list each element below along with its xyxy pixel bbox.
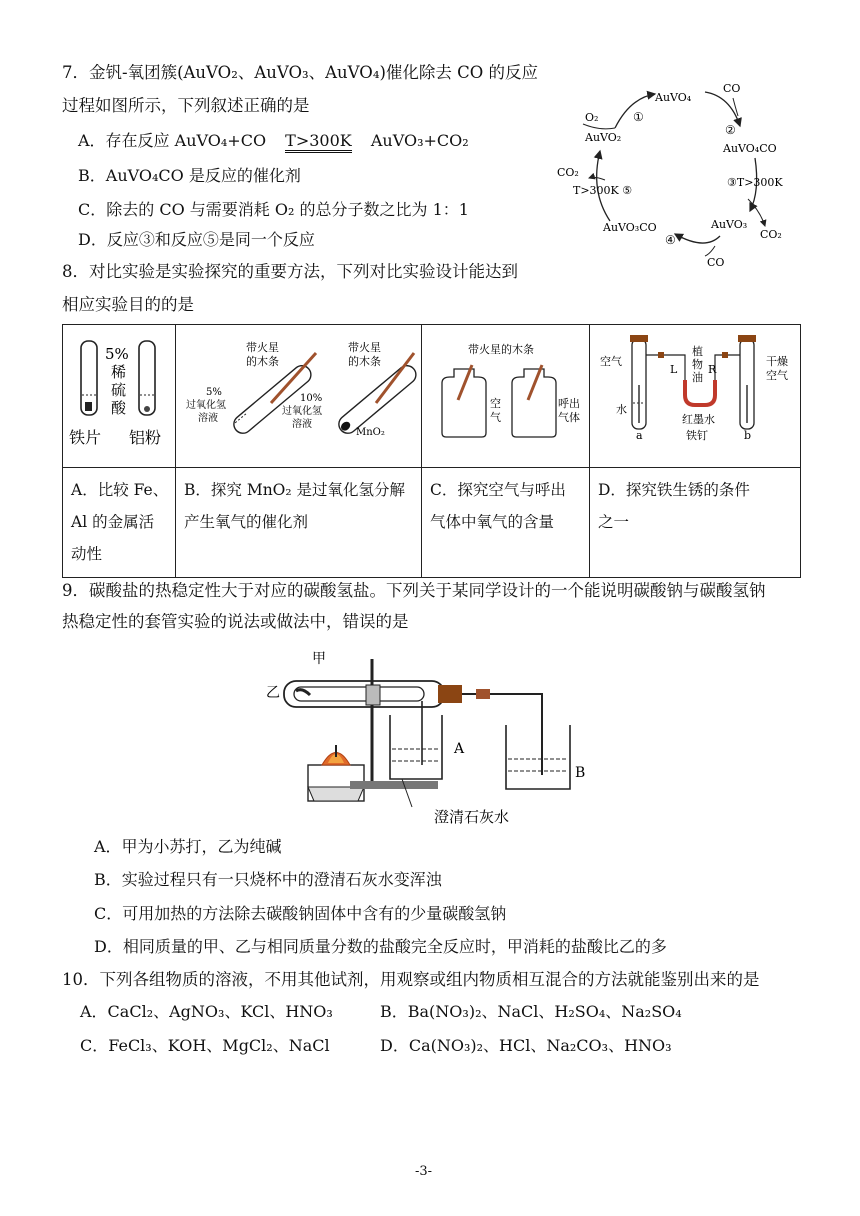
- q7-option-a-condition: T>300K: [285, 132, 352, 153]
- q7-option-a-reactants: A．存在反应 AuVO₄+CO: [78, 131, 267, 150]
- fig-b-sol2b: 过氧化氢: [282, 406, 322, 417]
- fig-d-air: 空气: [600, 355, 622, 368]
- cycle-step5: T>300K ⑤: [573, 184, 633, 197]
- fig-d-red-ink: 红墨水: [682, 413, 715, 426]
- cycle-step2: ②: [725, 123, 736, 137]
- fig-b-stick2b: 的木条: [348, 355, 381, 368]
- q9-apparatus-diagram: [262, 645, 612, 835]
- q8-cell-c: [422, 468, 590, 578]
- q9-option-b: B．实验过程只有一只烧杯中的澄清石灰水变浑浊: [94, 870, 442, 889]
- cycle-auvo3: AuVO₃: [711, 218, 748, 231]
- q10-stem: 10．下列各组物质的溶液，不用其他试剂，用观察或组内物质相互混合的方法就能鉴别出来的是: [62, 970, 760, 989]
- cycle-o2: O₂: [585, 111, 599, 124]
- cycle-step1: ①: [633, 110, 644, 124]
- q8-cell-d-line2: 之一: [598, 513, 630, 531]
- q7-option-a: [78, 130, 469, 153]
- fig-a-char2: 硫: [111, 381, 127, 399]
- q7-option-a-products: AuVO₃+CO₂: [370, 131, 469, 150]
- cycle-co2-left: CO₂: [557, 166, 579, 179]
- q8-cell-c-line2: 气体中氧气的含量: [430, 513, 555, 531]
- q8-figure-a: [63, 325, 175, 463]
- q9-label-b: B: [575, 765, 586, 781]
- q9-option-a: A．甲为小苏打，乙为纯碱: [94, 837, 282, 856]
- fig-a-al: 铝粉: [129, 428, 162, 447]
- fig-b-sol1b: 过氧化氢: [186, 400, 226, 411]
- q9-label-jia: 甲: [312, 651, 326, 667]
- q9-option-d: D．相同质量的甲、乙与相同质量分数的盐酸完全反应时，甲消耗的盐酸比乙的多: [94, 937, 667, 956]
- co2-outlet-right: [748, 199, 765, 226]
- fig-d-water: 水: [616, 403, 627, 416]
- q10-option-a: A．CaCl₂、AgNO₃、KCl、HNO₃: [80, 1002, 333, 1021]
- q9-label-yi: 乙: [266, 685, 280, 701]
- q8-cell-a-line3: 动性: [71, 545, 103, 563]
- fig-d-b: b: [744, 429, 752, 442]
- q10-option-c: C．FeCl₃、KOH、MgCl₂、NaCl: [80, 1036, 330, 1055]
- q8-stem-line2: 相应实验目的的是: [62, 295, 194, 314]
- q9-option-c: C．可用加热的方法除去碳酸钠固体中含有的少量碳酸氢钠: [94, 904, 507, 923]
- page-number: -3-: [415, 1164, 433, 1179]
- fig-b-stick2: 带火星: [348, 341, 381, 354]
- fig-d-l: L: [670, 363, 678, 376]
- cycle-auvo4: AuVO₄: [655, 91, 692, 104]
- q8-cell-c-line1: C．探究空气与呼出: [430, 481, 566, 499]
- cycle-auvo2: AuVO₂: [585, 131, 622, 144]
- fig-a-conc: 5%: [105, 345, 129, 363]
- fig-b-mno2: MnO₂: [356, 427, 385, 438]
- q9-label-limewater: 澄清石灰水: [434, 808, 510, 826]
- q8-figure-c: [422, 325, 589, 463]
- q8-cell-a: [63, 468, 176, 578]
- q8-figure-b-cell: [176, 325, 422, 468]
- q9-stem-line2: 热稳定性的套管实验的说法或做法中，错误的是: [62, 612, 409, 631]
- fig-d-dry1: 干燥: [766, 355, 788, 368]
- fig-c-stick: 带火星的木条: [468, 343, 534, 356]
- q8-figure-b: [176, 325, 421, 463]
- fig-a-iron: 铁片: [69, 428, 102, 447]
- q9-label-a: A: [454, 741, 465, 757]
- cycle-auvo4co: AuVO₄CO: [723, 142, 777, 155]
- fig-d-nail: 铁钉: [686, 429, 708, 442]
- q10-option-d: D．Ca(NO₃)₂、HCl、Na₂CO₃、HNO₃: [380, 1036, 672, 1055]
- q8-cell-d: [590, 468, 801, 578]
- q8-comparison-table: [62, 324, 801, 578]
- cycle-arrow-4: [675, 234, 720, 243]
- q7-stem-line1: 7．金钒-氧团簇(AuVO₂、AuVO₃、AuVO₄)催化除去 CO 的反应: [62, 63, 539, 82]
- cycle-auvo3co: AuVO₃CO: [603, 221, 657, 234]
- fig-d-a: a: [636, 429, 643, 442]
- q8-cell-b-line2: 产生氧气的催化剂: [184, 513, 309, 531]
- q7-option-d: D．反应③和反应⑤是同一个反应: [78, 230, 315, 249]
- fig-a-char3: 酸: [111, 399, 127, 417]
- fig-b-stick1b: 的木条: [246, 355, 279, 368]
- fig-a-char1: 稀: [111, 363, 127, 381]
- fig-d-oil1: 植: [692, 345, 703, 358]
- cycle-co2-right: CO₂: [760, 228, 782, 241]
- fig-c-ex1: 呼出: [558, 397, 580, 410]
- co-inlet-bottom: [705, 246, 715, 256]
- q10-option-b: B．Ba(NO₃)₂、NaCl、H₂SO₄、Na₂SO₄: [380, 1002, 682, 1021]
- q8-figure-a-cell: [63, 325, 176, 468]
- o2-inlet: [583, 124, 615, 129]
- fig-d-r: R: [708, 363, 717, 376]
- q7-option-b: B．AuVO₄CO 是反应的催化剂: [78, 166, 301, 185]
- q7-stem-line2: 过程如图所示，下列叙述正确的是: [62, 96, 310, 115]
- fig-b-stick1: 带火星: [246, 341, 279, 354]
- q8-cell-a-line1: A．比较 Fe、: [71, 481, 169, 499]
- fig-b-sol1a: 5%: [206, 387, 222, 398]
- q8-stem-line1: 8．对比实验是实验探究的重要方法，下列对比实验设计能达到: [62, 262, 518, 281]
- fig-d-oil2: 物: [692, 358, 703, 371]
- fig-b-sol2c: 溶液: [292, 419, 312, 430]
- fig-b-sol2a: 10%: [300, 393, 323, 404]
- q8-figure-d: [590, 325, 800, 463]
- cycle-step4: ④: [665, 233, 676, 247]
- cycle-co-top: CO: [723, 82, 741, 95]
- q8-figure-c-cell: [422, 325, 590, 468]
- q8-figure-d-cell: [590, 325, 801, 468]
- q8-cell-a-line2: Al 的金属活: [71, 513, 155, 531]
- q8-cell-b-line1: B．探究 MnO₂ 是过氧化氢分解: [184, 481, 406, 499]
- fig-d-oil3: 油: [692, 371, 703, 384]
- q8-cell-b: [176, 468, 422, 578]
- q8-cell-d-line1: D．探究铁生锈的条件: [598, 481, 750, 499]
- fig-c-ex2: 气体: [558, 411, 580, 424]
- fig-c-air2: 气: [490, 411, 501, 424]
- q7-option-c: C．除去的 CO 与需要消耗 O₂ 的总分子数之比为 1：1: [78, 200, 469, 219]
- cycle-co-bottom: CO: [707, 256, 725, 269]
- q7-catalytic-cycle-diagram: [555, 76, 805, 276]
- q9-stem-line1: 9．碳酸盐的热稳定性大于对应的碳酸氢盐。下列关于某同学设计的一个能说明碳酸钠与碳酸氢钠: [62, 581, 766, 600]
- fig-c-air1: 空: [490, 397, 501, 410]
- cycle-step3: ③T>300K: [727, 176, 783, 189]
- fig-b-sol1c: 溶液: [198, 413, 218, 424]
- cycle-arrow-2: [705, 92, 740, 126]
- fig-d-dry2: 空气: [766, 369, 788, 382]
